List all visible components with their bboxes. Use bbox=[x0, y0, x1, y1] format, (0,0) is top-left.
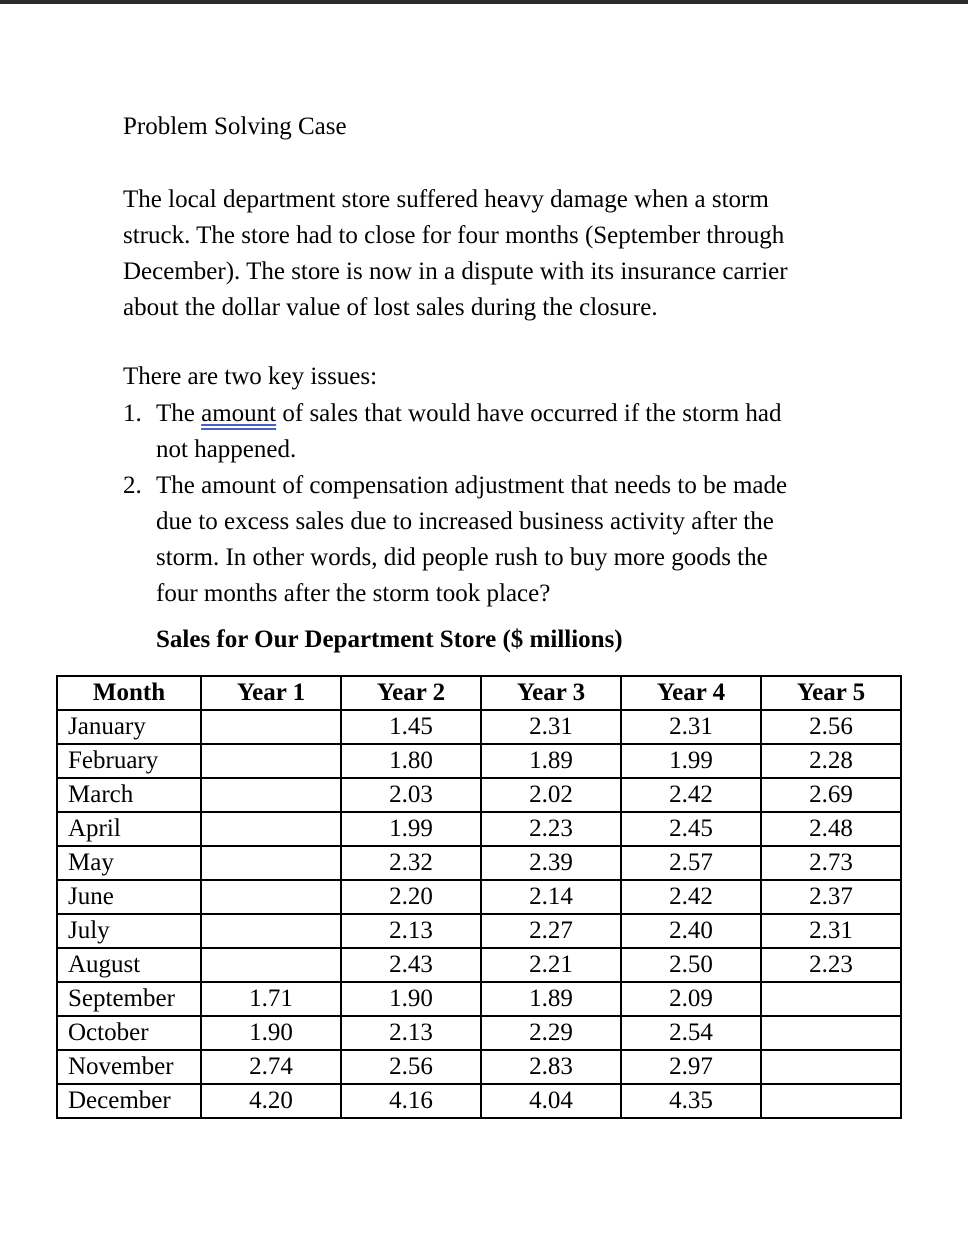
sales-value-cell: 2.23 bbox=[761, 948, 901, 982]
sales-value-cell: 2.56 bbox=[761, 710, 901, 744]
sales-value-cell: 2.02 bbox=[481, 778, 621, 812]
sales-value-cell: 4.20 bbox=[201, 1084, 341, 1118]
sales-value-cell: 2.31 bbox=[621, 710, 761, 744]
issues-heading: There are two key issues: bbox=[123, 363, 378, 390]
sales-value-cell: 4.16 bbox=[341, 1084, 481, 1118]
document-title: Problem Solving Case bbox=[123, 113, 347, 140]
table-row bbox=[57, 982, 901, 1016]
sales-value-cell: 2.21 bbox=[481, 948, 621, 982]
table-row bbox=[57, 744, 901, 778]
sales-value-cell bbox=[201, 914, 341, 948]
intro-line: struck. The store had to close for four months (September through bbox=[123, 222, 785, 249]
intro-line: December). The store is now in a dispute with its insurance carrier bbox=[123, 258, 788, 285]
sales-value-cell: 2.29 bbox=[481, 1016, 621, 1050]
sales-value-cell: 2.39 bbox=[481, 846, 621, 880]
intro-line: about the dollar value of lost sales during the closure. bbox=[123, 294, 658, 321]
sales-value-cell: 2.83 bbox=[481, 1050, 621, 1084]
table-row bbox=[57, 1016, 901, 1050]
month-cell: April bbox=[57, 812, 201, 846]
table-row bbox=[57, 778, 901, 812]
table-row bbox=[57, 710, 901, 744]
sales-value-cell bbox=[761, 1050, 901, 1084]
issue-number: 1. bbox=[123, 400, 142, 427]
sales-value-cell: 2.42 bbox=[621, 778, 761, 812]
table-row bbox=[57, 846, 901, 880]
month-cell: May bbox=[57, 846, 201, 880]
sales-value-cell: 2.45 bbox=[621, 812, 761, 846]
intro-paragraph bbox=[123, 182, 923, 326]
sales-value-cell: 2.27 bbox=[481, 914, 621, 948]
sales-value-cell: 2.31 bbox=[761, 914, 901, 948]
sales-value-cell: 2.73 bbox=[761, 846, 901, 880]
issue-text-before: The bbox=[156, 400, 202, 427]
sales-value-cell: 1.99 bbox=[341, 812, 481, 846]
issue-line: The amount of compensation adjustment that needs to be made bbox=[156, 472, 788, 499]
sales-value-cell bbox=[761, 1016, 901, 1050]
table-row bbox=[57, 880, 901, 914]
column-header: Year 5 bbox=[761, 676, 901, 710]
sales-value-cell: 4.35 bbox=[621, 1084, 761, 1118]
sales-value-cell: 2.42 bbox=[621, 880, 761, 914]
sales-value-cell: 1.89 bbox=[481, 982, 621, 1016]
sales-value-cell bbox=[201, 744, 341, 778]
sales-value-cell: 2.32 bbox=[341, 846, 481, 880]
sales-value-cell: 2.54 bbox=[621, 1016, 761, 1050]
month-cell: February bbox=[57, 744, 201, 778]
issue-number: 2. bbox=[123, 472, 142, 499]
table-row bbox=[57, 1084, 901, 1118]
sales-value-cell: 1.99 bbox=[621, 744, 761, 778]
sales-value-cell: 1.90 bbox=[201, 1016, 341, 1050]
column-header: Year 1 bbox=[201, 676, 341, 710]
sales-value-cell: 2.14 bbox=[481, 880, 621, 914]
sales-value-cell: 2.57 bbox=[621, 846, 761, 880]
sales-value-cell: 2.97 bbox=[621, 1050, 761, 1084]
table-row bbox=[57, 812, 901, 846]
table-title: Sales for Our Department Store ($ millions) bbox=[156, 626, 623, 653]
sales-value-cell: 2.43 bbox=[341, 948, 481, 982]
month-cell: September bbox=[57, 982, 201, 1016]
issue-text-after: of sales that would have occurred if the storm had bbox=[276, 400, 782, 427]
column-header: Year 4 bbox=[621, 676, 761, 710]
sales-value-cell: 2.13 bbox=[341, 914, 481, 948]
underlined-word: amount bbox=[201, 400, 277, 427]
sales-value-cell bbox=[201, 812, 341, 846]
sales-value-cell: 1.71 bbox=[201, 982, 341, 1016]
issue-text bbox=[156, 468, 787, 612]
sales-value-cell: 2.37 bbox=[761, 880, 901, 914]
sales-value-cell: 1.45 bbox=[341, 710, 481, 744]
sales-table bbox=[56, 675, 902, 1119]
column-header: Month bbox=[57, 676, 201, 710]
sales-value-cell bbox=[201, 846, 341, 880]
sales-value-cell: 2.31 bbox=[481, 710, 621, 744]
column-header: Year 2 bbox=[341, 676, 481, 710]
issue-line: due to excess sales due to increased business activity after the bbox=[156, 508, 774, 535]
sales-value-cell: 4.04 bbox=[481, 1084, 621, 1118]
issue-line: storm. In other words, did people rush to buy more goods the bbox=[156, 544, 768, 571]
month-cell: July bbox=[57, 914, 201, 948]
sales-value-cell: 1.80 bbox=[341, 744, 481, 778]
sales-value-cell: 2.74 bbox=[201, 1050, 341, 1084]
table-row bbox=[57, 948, 901, 982]
sales-value-cell: 2.13 bbox=[341, 1016, 481, 1050]
sales-value-cell: 2.48 bbox=[761, 812, 901, 846]
sales-value-cell: 2.40 bbox=[621, 914, 761, 948]
month-cell: December bbox=[57, 1084, 201, 1118]
table-body bbox=[57, 710, 901, 1118]
sales-value-cell: 2.09 bbox=[621, 982, 761, 1016]
table-row bbox=[57, 914, 901, 948]
column-header: Year 3 bbox=[481, 676, 621, 710]
month-cell: March bbox=[57, 778, 201, 812]
sales-value-cell bbox=[201, 948, 341, 982]
sales-value-cell: 2.50 bbox=[621, 948, 761, 982]
sales-value-cell: 2.23 bbox=[481, 812, 621, 846]
month-cell: August bbox=[57, 948, 201, 982]
sales-value-cell bbox=[201, 778, 341, 812]
sales-value-cell bbox=[761, 1084, 901, 1118]
sales-value-cell: 2.69 bbox=[761, 778, 901, 812]
sales-value-cell: 2.56 bbox=[341, 1050, 481, 1084]
sales-value-cell bbox=[761, 982, 901, 1016]
sales-value-cell bbox=[201, 880, 341, 914]
sales-value-cell: 1.90 bbox=[341, 982, 481, 1016]
sales-value-cell bbox=[201, 710, 341, 744]
issue-line: four months after the storm took place? bbox=[156, 580, 551, 607]
sales-value-cell: 2.28 bbox=[761, 744, 901, 778]
intro-line: The local department store suffered heavy damage when a storm bbox=[123, 186, 769, 213]
table-row bbox=[57, 1050, 901, 1084]
table-header-row bbox=[57, 676, 901, 710]
sales-value-cell: 2.03 bbox=[341, 778, 481, 812]
issue-line: not happened. bbox=[156, 436, 297, 463]
month-cell: January bbox=[57, 710, 201, 744]
issue-text bbox=[156, 396, 782, 468]
month-cell: June bbox=[57, 880, 201, 914]
issue-line bbox=[156, 396, 782, 432]
month-cell: October bbox=[57, 1016, 201, 1050]
month-cell: November bbox=[57, 1050, 201, 1084]
sales-value-cell: 1.89 bbox=[481, 744, 621, 778]
sales-value-cell: 2.20 bbox=[341, 880, 481, 914]
